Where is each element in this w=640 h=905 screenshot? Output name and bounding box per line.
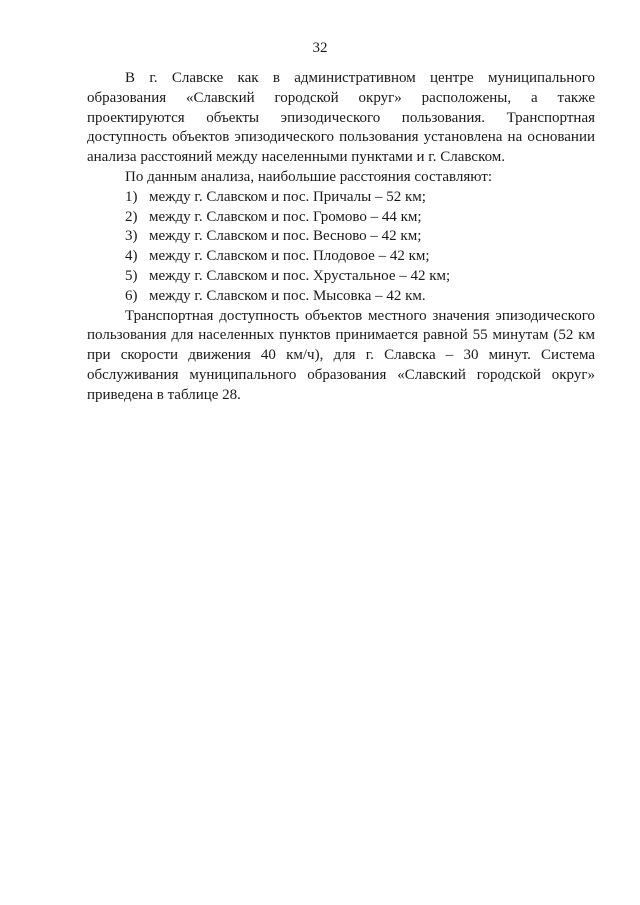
list-item bbox=[87, 267, 595, 287]
paragraph-intro: В г. Славске как в административном центре муниципального образования «Славский городской округ» расположены, а также проектируются объекты эпизодического пользования. Транспортная доступность объектов эпизодического пользования установлена на основании анализа расстояний между населенными пунктами и г. Славском. bbox=[87, 70, 595, 166]
list-item-number: 4) bbox=[125, 248, 138, 265]
list-item-text: между г. Славском и пос. Хрустальное – 42 км; bbox=[149, 267, 451, 284]
document-body bbox=[87, 69, 595, 406]
list-item-number: 5) bbox=[125, 267, 138, 284]
paragraph-accessibility: Транспортная доступность объектов местного значения эпизодического пользования для населенных пунктов принимается равной 55 минутам (52 км при скорости движения 40 км/ч), для г. Славска – 30 минут. Система обслуживания муниципального образования «Славский городской округ» приведена в таблице 28. bbox=[87, 307, 595, 403]
distance-list bbox=[87, 188, 595, 307]
list-item-text: между г. Славском и пос. Мысовка – 42 км. bbox=[149, 287, 426, 304]
page-number: 32 bbox=[312, 40, 328, 56]
list-item-text: между г. Славском и пос. Громово – 44 км; bbox=[149, 208, 422, 225]
paragraph-analysis: По данным анализа, наибольшие расстояния составляют: bbox=[125, 168, 493, 185]
list-item bbox=[87, 208, 595, 228]
list-item-number: 1) bbox=[125, 188, 138, 205]
list-item bbox=[87, 188, 595, 208]
list-item bbox=[87, 227, 595, 247]
list-item-text: между г. Славском и пос. Весново – 42 км; bbox=[149, 228, 422, 245]
list-item-number: 3) bbox=[125, 228, 138, 245]
list-item bbox=[87, 247, 595, 267]
list-item-number: 2) bbox=[125, 208, 138, 225]
list-item bbox=[87, 287, 595, 307]
list-item-text: между г. Славском и пос. Причалы – 52 км; bbox=[149, 188, 426, 205]
list-item-text: между г. Славском и пос. Плодовое – 42 км; bbox=[149, 248, 430, 265]
list-item-number: 6) bbox=[125, 287, 138, 304]
